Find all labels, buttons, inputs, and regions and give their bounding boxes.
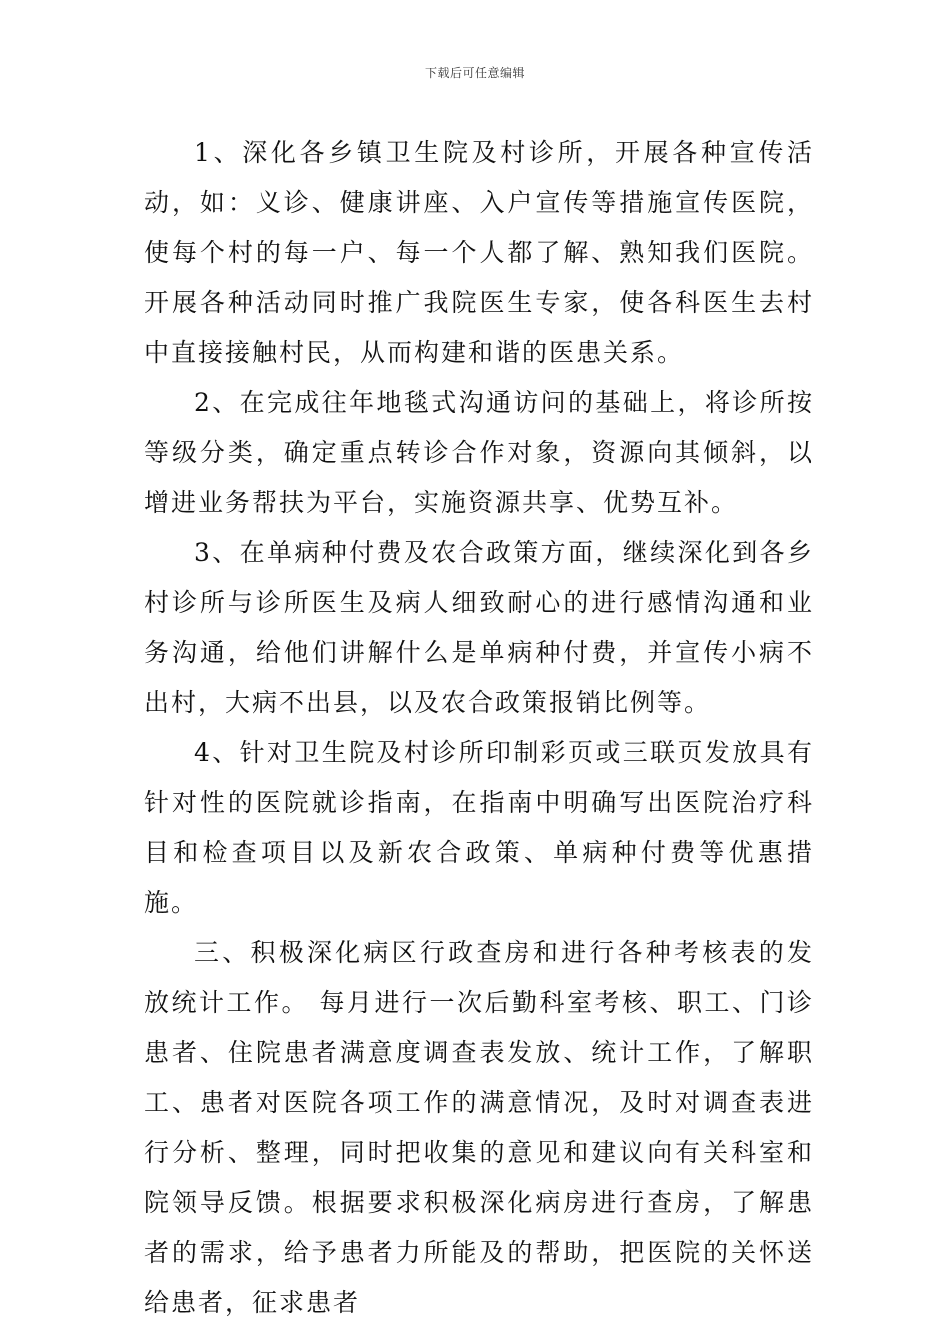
paragraph-1: 1、深化各乡镇卫生院及村诊所，开展各种宣传活动，如：义诊、健康讲座、入户宣传等措施宣传医院，使每个村的每一户、每一个人都了解、熟知我们医院。开展各种活动同时推广我院医生专家，使各科医生去村中直接接触村民，从而构建和谐的医患关系。 <box>144 138 814 367</box>
paragraph-4: 4、针对卫生院及村诊所印制彩页或三联页发放具有针对性的医院就诊指南，在指南中明确写出医院治疗科目和检查项目以及新农合政策、单病种付费等优惠措施。 <box>144 738 814 917</box>
document-body <box>144 128 814 1328</box>
page-header-note: 下载后可任意编辑 <box>424 66 525 80</box>
paragraph-section-3: 三、积极深化病区行政查房和进行各种考核表的发放统计工作。 每月进行一次后勤科室考核、职工、门诊患者、住院患者满意度调查表发放、统计工作，了解职工、患者对医院各项工作的满意情况，及时对调查表进行分析、整理，同时把收集的意见和建议向有关科室和院领导反馈。根据要求积极深化病房进行查房，了解患者的需求，给予患者力所能及的帮助，把医院的关怀送给患者，征求患者 <box>144 938 814 1317</box>
paragraph-3: 3、在单病种付费及农合政策方面，继续深化到各乡村诊所与诊所医生及病人细致耐心的进行感情沟通和业务沟通，给他们讲解什么是单病种付费，并宣传小病不出村，大病不出县，以及农合政策报销比例等。 <box>144 538 814 717</box>
paragraph-2: 2、在完成往年地毯式沟通访问的基础上，将诊所按等级分类，确定重点转诊合作对象，资源向其倾斜，以增进业务帮扶为平台，实施资源共享、优势互补。 <box>144 388 814 517</box>
